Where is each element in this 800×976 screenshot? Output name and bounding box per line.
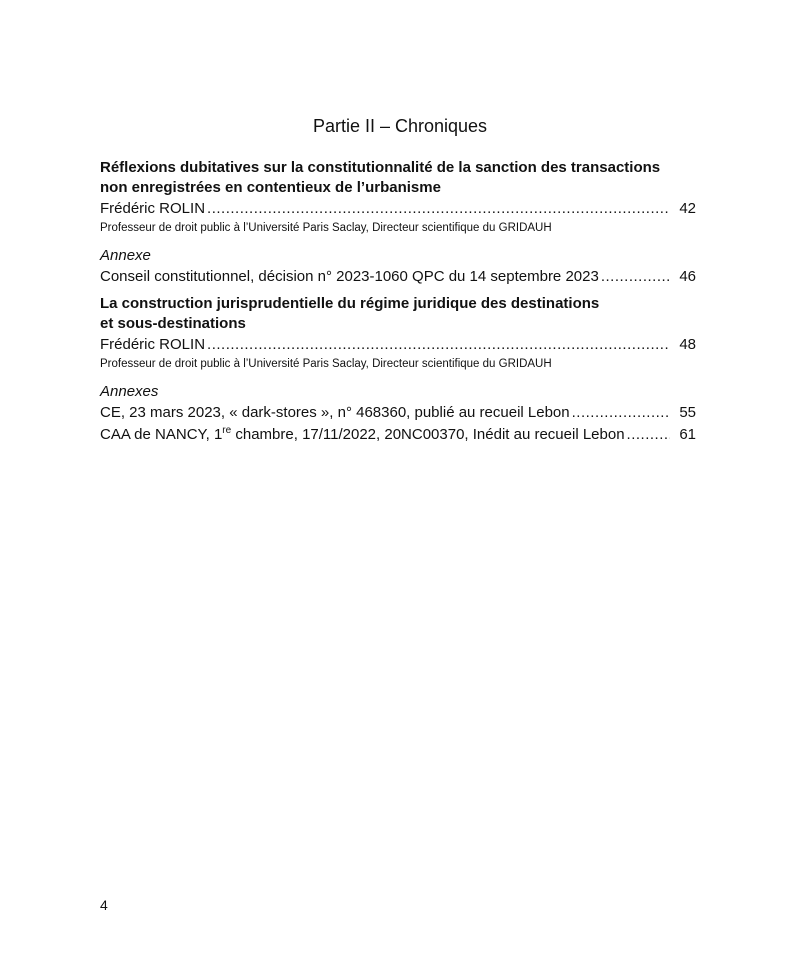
section-heading-line: et sous-destinations <box>100 315 246 332</box>
dot-leader <box>601 266 670 288</box>
page-title: Partie II – Chroniques <box>312 116 488 136</box>
annex-label: CE, 23 mars 2023, « dark-stores », n° 468360, publié au recueil Lebon <box>100 404 570 421</box>
section-heading-line: Réflexions dubitatives sur la constitutionnalité de la sanction des transactions <box>100 159 661 176</box>
dot-leader <box>572 402 670 424</box>
page-ref: 42 <box>679 200 696 217</box>
section-heading-line: La construction jurisprudentielle du régime juridique des destinations <box>100 295 600 312</box>
author-affiliation: Professeur de droit public à l’Université Paris Saclay, Directeur scientifique du GRIDAUH <box>100 358 552 370</box>
dot-leader <box>207 334 670 356</box>
section-heading <box>100 158 696 198</box>
section-heading <box>100 294 696 334</box>
annex-label: Conseil constitutionnel, décision n° 2023-1060 QPC du 14 septembre 2023 <box>100 268 599 285</box>
author-name: Frédéric ROLIN <box>100 200 206 217</box>
page-ref: 55 <box>679 404 696 421</box>
author-name: Frédéric ROLIN <box>100 336 206 353</box>
toc-entry-annex[interactable] <box>100 424 696 446</box>
page-ref: 61 <box>679 426 696 443</box>
annex-title: Annexes <box>100 383 159 400</box>
dot-leader <box>207 198 670 220</box>
toc-entry-author[interactable] <box>100 334 696 356</box>
table-of-contents <box>100 158 696 446</box>
annex-label-suffix: chambre, 17/11/2022, 20NC00370, Inédit au recueil Lebon <box>231 426 625 443</box>
page-number: 4 <box>100 897 108 913</box>
toc-entry-annex[interactable] <box>100 402 696 424</box>
toc-entry-annex[interactable] <box>100 266 696 288</box>
section-heading-line: non enregistrées en contentieux de l’urbanisme <box>100 179 441 196</box>
author-affiliation: Professeur de droit public à l’Université Paris Saclay, Directeur scientifique du GRIDAUH <box>100 222 552 234</box>
toc-entry-author[interactable] <box>100 198 696 220</box>
ordinal-superscript: re <box>222 425 232 436</box>
annex-label-prefix: CAA de NANCY, 1 <box>100 426 223 443</box>
annex-label <box>100 424 625 446</box>
page-ref: 48 <box>679 336 696 353</box>
dot-leader <box>627 424 670 446</box>
page-ref: 46 <box>679 268 696 285</box>
annex-title: Annexe <box>100 247 151 264</box>
